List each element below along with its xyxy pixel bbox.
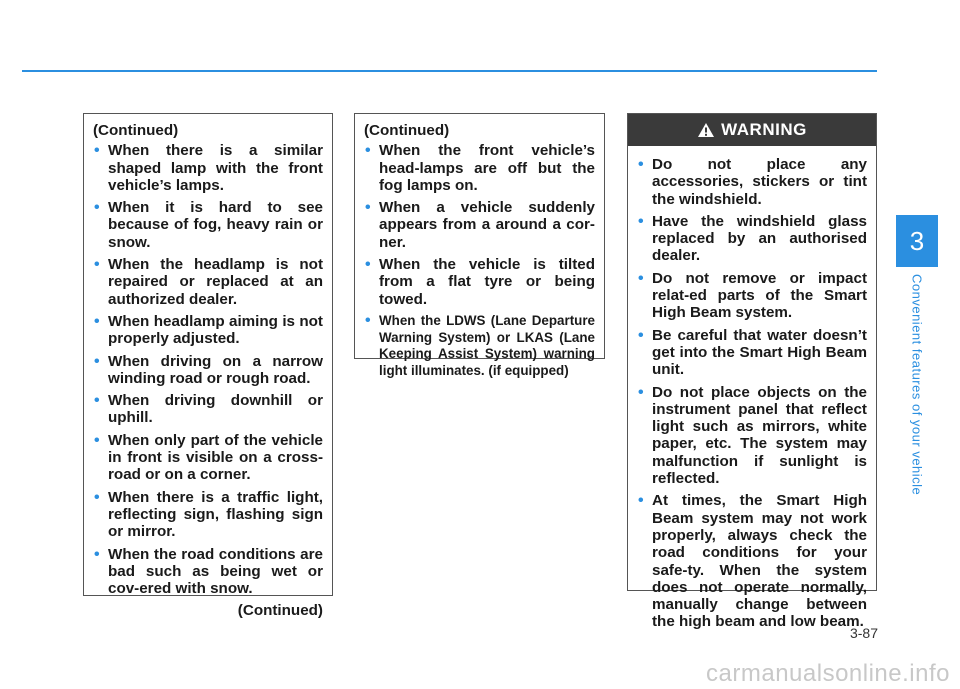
list-item: • When it is hard to see because of fog, heavy rain or snow. [93,199,323,251]
chapter-tab [896,215,938,267]
continued-list-box-2 [354,113,605,378]
list-item: • When the LDWS (Lane Departure Warning System) or LKAS (Lane Keeping Assist System) warning light illuminates. (if equipped) [364,313,595,379]
list-item: • When the front vehicle’s head-lamps are off but the fog lamps on. [364,142,595,194]
top-rule [22,70,877,72]
list-item: • When driving on a narrow winding road or rough road. [93,353,323,388]
warning-header [628,114,876,146]
continued-list-box-1 [83,113,333,620]
list-item: • When there is a similar shaped lamp with the front vehicle’s lamps. [93,142,323,194]
list-item: • When the vehicle is tilted from a flat tyre or being towed. [364,256,595,308]
list-item: • Be careful that water doesn’t get into the Smart High Beam unit. [637,327,867,379]
warning-body [628,146,876,631]
watermark: carmanualsonline.info [706,660,950,687]
continued-label-top: (Continued) [93,122,179,139]
list-item: • Have the windshield glass replaced by an authorised dealer. [637,213,867,265]
list-item: • When driving downhill or uphill. [93,392,323,427]
list-item: • When there is a traffic light, reflecting sign, flashing sign or mirror. [93,489,323,541]
page-number: 3-87 [849,625,878,641]
list-item: • When headlamp aiming is not properly adjusted. [93,313,323,348]
chapter-title: Convenient features of your vehicle [909,274,925,496]
chapter-number: 3 [909,225,925,256]
warning-triangle-icon [697,122,715,138]
list-item: • When a vehicle suddenly appears from a around a cor-ner. [364,199,595,251]
list-item: • When the road conditions are bad such as being wet or cov-ered with snow. [93,546,323,598]
chapter-title-vertical [896,275,938,495]
continued-label-top: (Continued) [364,122,450,139]
list-item: • Do not place any accessories, stickers or tint the windshield. [637,156,867,208]
list-item: • Do not place objects on the instrument panel that reflect light such as mirrors, white paper, etc. The system may malfunction if sunlight is reflected. [637,384,867,488]
list-item: • Do not remove or impact relat-ed parts of the Smart High Beam system. [637,270,867,322]
warning-list [637,156,867,631]
condition-list-1 [93,142,323,597]
warning-box [627,113,877,631]
list-item: • At times, the Smart High Beam system may not work properly, always check the road conditions for your safe-ty. When the system does not operate normally, manually change between the high beam and low beam. [637,492,867,630]
list-item: • When only part of the vehicle in front is visible on a cross-road or on a corner. [93,432,323,484]
warning-title: WARNING [721,120,807,139]
condition-list-2 [364,142,595,379]
list-item: • When the headlamp is not repaired or replaced at an authorized dealer. [93,256,323,308]
continued-label-bottom: (Continued) [237,602,323,620]
